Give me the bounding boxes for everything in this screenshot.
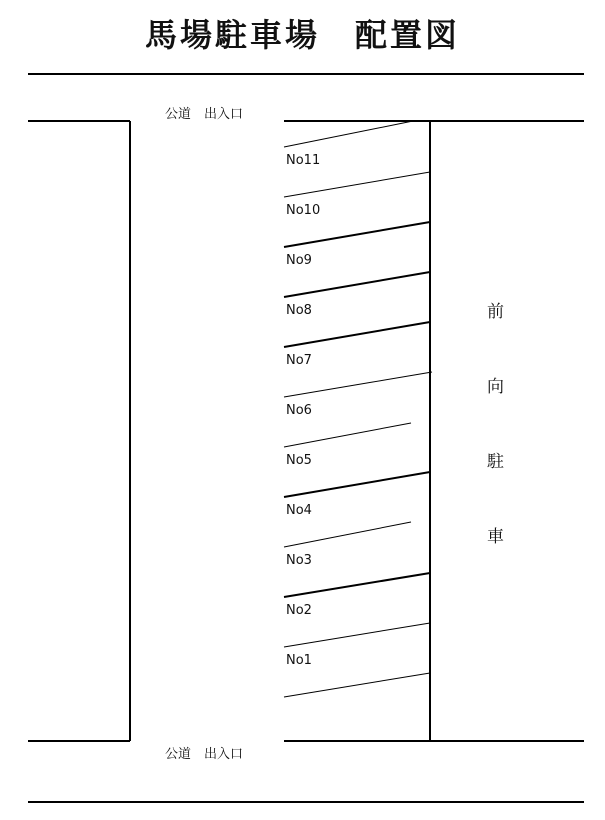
space-label-no4: No4 bbox=[286, 503, 312, 518]
entrance-label-bottom: 公道 出入口 bbox=[165, 747, 244, 762]
parking-divider bbox=[284, 372, 432, 397]
space-labels bbox=[286, 153, 320, 668]
entrance-label-top: 公道 出入口 bbox=[165, 107, 244, 122]
space-label-no11: No11 bbox=[286, 153, 321, 168]
page-title: 馬場駐車場 配置図 bbox=[144, 16, 460, 54]
parking-divider bbox=[284, 673, 430, 697]
parking-divider bbox=[284, 272, 430, 297]
side-label-char: 向 bbox=[487, 377, 504, 397]
space-label-no5: No5 bbox=[286, 453, 312, 468]
parking-divider bbox=[284, 322, 430, 347]
parking-divider bbox=[284, 172, 430, 197]
side-label-char: 駐 bbox=[487, 452, 504, 472]
space-label-no3: No3 bbox=[286, 553, 312, 568]
side-label-char: 車 bbox=[487, 527, 504, 547]
parking-divider bbox=[284, 423, 411, 447]
parking-divider bbox=[284, 472, 430, 497]
space-label-no8: No8 bbox=[286, 303, 312, 318]
parking-divider bbox=[284, 623, 430, 647]
parking-divider bbox=[284, 121, 413, 147]
space-label-no1: No1 bbox=[286, 653, 312, 668]
parking-divider bbox=[284, 573, 430, 597]
space-label-no10: No10 bbox=[286, 203, 321, 218]
space-label-no9: No9 bbox=[286, 253, 312, 268]
space-label-no6: No6 bbox=[286, 403, 312, 418]
side-label-front-parking bbox=[486, 302, 504, 547]
space-label-no7: No7 bbox=[286, 353, 312, 368]
parking-divider bbox=[284, 222, 430, 247]
side-label-char: 前 bbox=[487, 302, 504, 322]
space-label-no2: No2 bbox=[286, 603, 312, 618]
parking-divider bbox=[284, 522, 411, 547]
